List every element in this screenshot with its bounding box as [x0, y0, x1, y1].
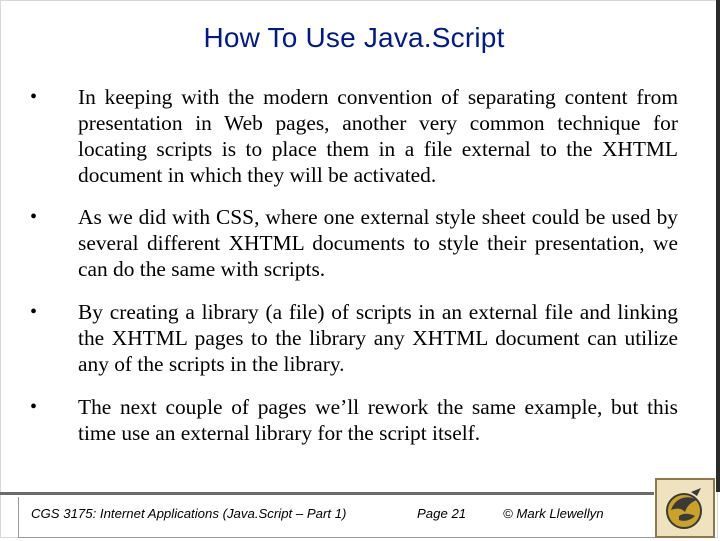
bullet-marker: •: [30, 301, 38, 323]
bullet-text: In keeping with the modern convention of separating content from presentation in Web pages, another very common technique for locating scripts is to place them in a file external to the XHTML document in which they will be activated.: [78, 85, 678, 187]
footer-course: CGS 3175: Internet Applications (Java.Script – Part 1): [31, 506, 347, 521]
bullet-marker: •: [30, 206, 38, 228]
bullet-marker: •: [30, 396, 38, 418]
bullet-item: [26, 299, 678, 377]
bullet-text: As we did with CSS, where one external style sheet could be used by several different XHTML documents to style their presentation, we can do the same with scripts.: [78, 205, 678, 281]
slide-right-edge: [716, 0, 720, 492]
ucf-pegasus-logo-icon: [655, 478, 715, 538]
logo-graphic: [657, 480, 713, 536]
bullet-item: [26, 84, 678, 188]
slide-title: How To Use Java.Script: [203, 22, 505, 53]
footer-page-number: Page 21: [417, 506, 467, 521]
bullet-text: By creating a library (a file) of scripts in an external file and linking the XHTML pages to the library any XHTML document can utilize any of the scripts in the library.: [78, 300, 678, 376]
footer-divider: [0, 492, 654, 495]
bullet-item: [26, 394, 678, 446]
footer-author: © Mark Llewellyn: [503, 506, 604, 521]
bullet-text: The next couple of pages we’ll rework the same example, but this time use an external library for the script itself.: [78, 395, 678, 445]
bullet-item: [26, 204, 678, 282]
bullet-marker: •: [30, 86, 38, 108]
footer: [18, 497, 655, 538]
